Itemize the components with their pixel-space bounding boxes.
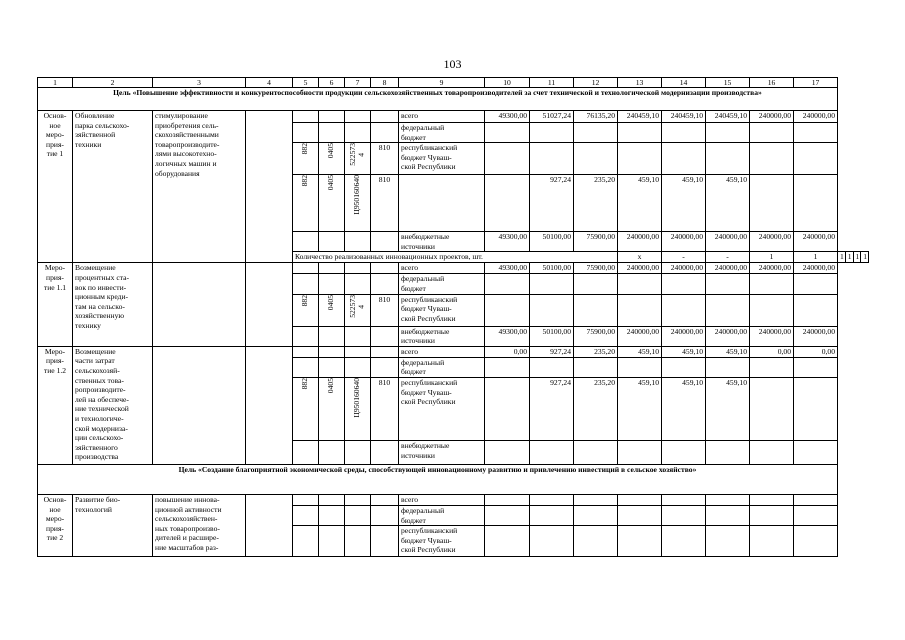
value-cell	[706, 440, 750, 464]
value-cell	[485, 440, 530, 464]
code-csr	[345, 143, 371, 175]
code-csr-text: Ц950160640	[352, 377, 362, 418]
code-csr	[345, 377, 371, 440]
activity-name: Возмещение части затрат сельскохозяй- ственных това- ропроизводите- лей на обеспече- ние технической и технологиче- ской модерниза- ции сельскохо- зяйственного производства	[73, 346, 153, 464]
column-number: 14	[662, 78, 706, 88]
code-cell	[371, 505, 399, 525]
value-cell: 927,24	[530, 175, 574, 232]
value-cell	[706, 274, 750, 294]
code-cell	[345, 346, 371, 357]
code-cell	[319, 263, 345, 274]
code-cell	[345, 111, 371, 123]
goal-heading: Цель «Создание благоприятной экономической среды, способствующей инновационному развитию и привлечению инвестиций в сельское хозяйство»	[38, 464, 838, 494]
code-cell	[319, 526, 345, 557]
indicator-label: Количество реализованных инновационных проектов, шт.	[293, 252, 618, 263]
value-cell	[662, 123, 706, 143]
value-cell: 459,10	[662, 346, 706, 357]
value-cell	[574, 505, 618, 525]
code-cell	[345, 326, 371, 346]
value-cell	[750, 294, 794, 326]
code-cell	[293, 123, 319, 143]
value-cell	[485, 357, 530, 377]
activity-name: Возмещение процентных ста- вок по инвести- ционным креди- там на сельско- хозяйственную технику	[73, 263, 153, 346]
table-row	[38, 111, 869, 123]
column-number: 10	[485, 78, 530, 88]
code-rzpr-text: 0405	[326, 143, 336, 159]
source-label: всего	[399, 346, 485, 357]
value-cell	[750, 494, 794, 505]
value-cell: 240000,00	[706, 326, 750, 346]
value-cell: 459,10	[662, 377, 706, 440]
column-number: 11	[530, 78, 574, 88]
value-cell	[618, 440, 662, 464]
value-cell	[794, 494, 838, 505]
value-cell: 240000,00	[706, 232, 750, 252]
value-cell	[706, 294, 750, 326]
code-cell	[293, 357, 319, 377]
code-csr-text: 522573 4	[347, 294, 366, 318]
value-cell	[706, 505, 750, 525]
activity-label: Меро- прия- тие 1.1	[38, 263, 73, 346]
indicator-value: 1	[794, 252, 838, 263]
code-grbs-text: 882	[300, 143, 310, 155]
value-cell	[530, 440, 574, 464]
value-cell	[485, 526, 530, 557]
column-number: 12	[574, 78, 618, 88]
code-cell	[293, 232, 319, 252]
code-cell	[319, 505, 345, 525]
value-cell: 459,10	[618, 377, 662, 440]
value-cell: 75900,00	[574, 263, 618, 274]
indicator-unit: х	[618, 252, 662, 263]
value-cell	[530, 274, 574, 294]
value-cell: 240000,00	[794, 111, 838, 123]
value-cell	[574, 123, 618, 143]
value-cell	[794, 357, 838, 377]
indicator-value: 1	[861, 252, 869, 263]
table-row	[38, 263, 869, 274]
value-cell	[485, 294, 530, 326]
value-cell: 240000,00	[662, 326, 706, 346]
code-cell	[345, 274, 371, 294]
value-cell	[750, 526, 794, 557]
value-cell	[485, 143, 530, 175]
value-cell: 240459,10	[618, 111, 662, 123]
code-grbs	[293, 143, 319, 175]
value-cell: 240000,00	[618, 326, 662, 346]
value-cell	[750, 274, 794, 294]
source-label: республиканский бюджет Чуваш- ской Республики	[399, 143, 485, 175]
code-grbs	[293, 175, 319, 232]
source-label: федеральный бюджет	[399, 505, 485, 525]
code-cell	[319, 326, 345, 346]
value-cell	[530, 357, 574, 377]
table-row	[38, 494, 869, 505]
value-cell: 240000,00	[750, 111, 794, 123]
value-cell: 240000,00	[750, 326, 794, 346]
code-cell	[293, 440, 319, 464]
code-cell	[293, 326, 319, 346]
code-cell	[293, 494, 319, 505]
code-cell	[371, 326, 399, 346]
code-cell	[293, 505, 319, 525]
column-number: 9	[399, 78, 485, 88]
value-cell	[750, 175, 794, 232]
code-cell	[371, 346, 399, 357]
value-cell	[574, 494, 618, 505]
value-cell: 240000,00	[662, 232, 706, 252]
source-label: внебюджетные источники	[399, 232, 485, 252]
code-cell	[319, 494, 345, 505]
value-cell: 240000,00	[750, 232, 794, 252]
value-cell	[794, 505, 838, 525]
indicator-value: -	[706, 252, 750, 263]
code-cell	[345, 357, 371, 377]
code-csr	[345, 294, 371, 326]
value-cell	[574, 143, 618, 175]
indicator-value: 1	[845, 252, 853, 263]
value-cell	[794, 123, 838, 143]
table-row	[38, 346, 869, 357]
value-cell: 240000,00	[794, 232, 838, 252]
value-cell: 240000,00	[794, 263, 838, 274]
value-cell: 927,24	[530, 377, 574, 440]
value-cell	[618, 357, 662, 377]
value-cell: 50100,00	[530, 263, 574, 274]
code-rzpr-text: 0405	[326, 175, 336, 191]
value-cell	[794, 143, 838, 175]
source-label: республиканский бюджет Чуваш- ской Республики	[399, 377, 485, 440]
column-number: 16	[750, 78, 794, 88]
activity-label: Меро- прия- тие 1.2	[38, 346, 73, 464]
value-cell	[574, 357, 618, 377]
value-cell	[662, 494, 706, 505]
column-number: 15	[706, 78, 750, 88]
code-cell	[319, 123, 345, 143]
code-cell	[371, 494, 399, 505]
value-cell	[530, 494, 574, 505]
responsible-cell	[246, 111, 293, 263]
value-cell	[706, 357, 750, 377]
indicator-value: 1	[750, 252, 794, 263]
value-cell	[618, 274, 662, 294]
value-cell: 240459,10	[706, 111, 750, 123]
value-cell	[618, 494, 662, 505]
activity-label: Основ- ное меро- прия- тие 1	[38, 111, 73, 263]
value-cell: 240000,00	[794, 326, 838, 346]
value-cell	[530, 143, 574, 175]
code-cell	[371, 123, 399, 143]
activity-name: Обновление парка сельскохо- зяйственной техники	[73, 111, 153, 263]
code-rzpr	[319, 143, 345, 175]
code-csr	[345, 175, 371, 232]
value-cell	[485, 505, 530, 525]
responsible-cell	[246, 494, 293, 556]
code-grbs	[293, 377, 319, 440]
value-cell: 0,00	[485, 346, 530, 357]
table-row	[38, 464, 869, 494]
code-cell	[293, 111, 319, 123]
code-cell	[345, 505, 371, 525]
value-cell	[485, 274, 530, 294]
value-cell	[750, 143, 794, 175]
code-cell	[319, 357, 345, 377]
indicator-value: -	[662, 252, 706, 263]
value-cell	[750, 357, 794, 377]
column-number: 6	[319, 78, 345, 88]
value-cell: 240000,00	[618, 232, 662, 252]
code-cell	[319, 346, 345, 357]
value-cell: 240000,00	[706, 263, 750, 274]
activity-goal	[153, 263, 246, 346]
column-number: 1	[38, 78, 73, 88]
value-cell	[750, 123, 794, 143]
value-cell	[794, 274, 838, 294]
value-cell: 459,10	[706, 377, 750, 440]
responsible-cell	[246, 346, 293, 464]
activity-goal: повышение иннова- ционной активности сельскохозяйствен- ных товаропроизво- дителей и расшире- ние масштабов раз-	[153, 494, 246, 556]
value-cell: 50100,00	[530, 326, 574, 346]
value-cell: 459,10	[662, 175, 706, 232]
value-cell	[794, 377, 838, 440]
code-cell	[371, 263, 399, 274]
table-row	[38, 78, 869, 88]
value-cell: 0,00	[750, 346, 794, 357]
indicator-value: 1	[853, 252, 861, 263]
code-cell	[371, 526, 399, 557]
source-label: всего	[399, 494, 485, 505]
value-cell	[530, 505, 574, 525]
code-vr: 810	[371, 294, 399, 326]
value-cell	[706, 526, 750, 557]
code-cell	[345, 263, 371, 274]
value-cell	[750, 377, 794, 440]
code-rzpr	[319, 294, 345, 326]
value-cell: 75900,00	[574, 232, 618, 252]
code-grbs-text: 882	[300, 294, 310, 306]
value-cell	[574, 274, 618, 294]
code-grbs-text: 882	[300, 377, 310, 390]
code-cell	[371, 274, 399, 294]
value-cell: 459,10	[706, 175, 750, 232]
code-csr-text: Ц950160640	[352, 175, 362, 215]
value-cell: 459,10	[618, 175, 662, 232]
value-cell: 240000,00	[662, 263, 706, 274]
source-label: федеральный бюджет	[399, 357, 485, 377]
column-number: 4	[246, 78, 293, 88]
value-cell	[794, 526, 838, 557]
column-number: 13	[618, 78, 662, 88]
value-cell	[618, 526, 662, 557]
code-grbs	[293, 294, 319, 326]
code-cell	[293, 346, 319, 357]
source-label	[399, 175, 485, 232]
activity-goal: стимулирование приобретения сель- скохозяйственными товаропроизводите- лями высокотехно- логичных машин и оборудования	[153, 111, 246, 263]
source-label: всего	[399, 111, 485, 123]
code-vr: 810	[371, 143, 399, 175]
value-cell	[485, 175, 530, 232]
code-cell	[293, 263, 319, 274]
value-cell	[574, 294, 618, 326]
code-cell	[371, 357, 399, 377]
activity-label: Основ- ное меро- прия- тие 2	[38, 494, 73, 556]
code-vr: 810	[371, 377, 399, 440]
value-cell	[662, 294, 706, 326]
code-vr: 810	[371, 175, 399, 232]
value-cell: 51027,24	[530, 111, 574, 123]
value-cell	[706, 123, 750, 143]
value-cell: 49300,00	[485, 326, 530, 346]
code-cell	[319, 111, 345, 123]
value-cell: 75900,00	[574, 326, 618, 346]
value-cell	[662, 143, 706, 175]
value-cell	[706, 494, 750, 505]
value-cell	[662, 505, 706, 525]
activity-goal	[153, 346, 246, 464]
code-cell	[371, 111, 399, 123]
activity-name: Развитие био- технологий	[73, 494, 153, 556]
indicator-value: 1	[838, 252, 846, 263]
source-label: внебюджетные источники	[399, 326, 485, 346]
value-cell	[794, 294, 838, 326]
column-number: 7	[345, 78, 371, 88]
goal-heading: Цель «Повышение эффективности и конкурентоспособности продукции сельскохозяйственных товаропроизводителей за счет технической и технологической модернизации производства»	[38, 88, 838, 111]
value-cell: 459,10	[706, 346, 750, 357]
value-cell	[794, 175, 838, 232]
value-cell	[662, 357, 706, 377]
value-cell: 459,10	[618, 346, 662, 357]
value-cell	[618, 505, 662, 525]
column-number: 2	[73, 78, 153, 88]
value-cell	[662, 440, 706, 464]
source-label: федеральный бюджет	[399, 274, 485, 294]
code-cell	[293, 526, 319, 557]
code-cell	[345, 440, 371, 464]
value-cell	[485, 123, 530, 143]
value-cell	[618, 123, 662, 143]
value-cell	[530, 526, 574, 557]
code-cell	[319, 232, 345, 252]
code-cell	[293, 274, 319, 294]
code-csr-text: 522573 4	[347, 143, 366, 166]
column-number: 5	[293, 78, 319, 88]
value-cell	[662, 274, 706, 294]
value-cell: 49300,00	[485, 111, 530, 123]
program-table	[37, 77, 869, 557]
table-row	[38, 88, 869, 111]
value-cell: 50100,00	[530, 232, 574, 252]
value-cell: 49300,00	[485, 263, 530, 274]
code-cell	[345, 526, 371, 557]
value-cell	[485, 494, 530, 505]
code-rzpr	[319, 377, 345, 440]
value-cell	[530, 123, 574, 143]
code-cell	[319, 440, 345, 464]
column-number: 8	[371, 78, 399, 88]
source-label: республиканский бюджет Чуваш- ской Республики	[399, 526, 485, 557]
code-cell	[319, 274, 345, 294]
source-label: внебюджетные источники	[399, 440, 485, 464]
page-number: 103	[443, 57, 462, 71]
source-label: федеральный бюджет	[399, 123, 485, 143]
code-cell	[345, 123, 371, 143]
responsible-cell	[246, 263, 293, 346]
value-cell: 76135,20	[574, 111, 618, 123]
value-cell: 240000,00	[618, 263, 662, 274]
value-cell	[662, 526, 706, 557]
value-cell	[574, 526, 618, 557]
value-cell: 49300,00	[485, 232, 530, 252]
code-rzpr-text: 0405	[326, 294, 336, 310]
value-cell	[530, 294, 574, 326]
value-cell	[750, 505, 794, 525]
value-cell	[574, 440, 618, 464]
value-cell	[485, 377, 530, 440]
code-cell	[371, 232, 399, 252]
source-label: республиканский бюджет Чуваш- ской Республики	[399, 294, 485, 326]
code-rzpr	[319, 175, 345, 232]
value-cell: 235,20	[574, 377, 618, 440]
source-label: всего	[399, 263, 485, 274]
column-number: 3	[153, 78, 246, 88]
code-cell	[345, 494, 371, 505]
value-cell: 235,20	[574, 175, 618, 232]
code-cell	[345, 232, 371, 252]
value-cell	[794, 440, 838, 464]
value-cell: 240000,00	[750, 263, 794, 274]
code-cell	[371, 440, 399, 464]
value-cell	[750, 440, 794, 464]
value-cell: 240459,10	[662, 111, 706, 123]
code-rzpr-text: 0405	[326, 377, 336, 394]
value-cell	[618, 143, 662, 175]
code-grbs-text: 882	[300, 175, 310, 187]
column-number: 17	[794, 78, 838, 88]
value-cell: 0,00	[794, 346, 838, 357]
value-cell	[706, 143, 750, 175]
value-cell: 927,24	[530, 346, 574, 357]
value-cell: 235,20	[574, 346, 618, 357]
value-cell	[618, 294, 662, 326]
